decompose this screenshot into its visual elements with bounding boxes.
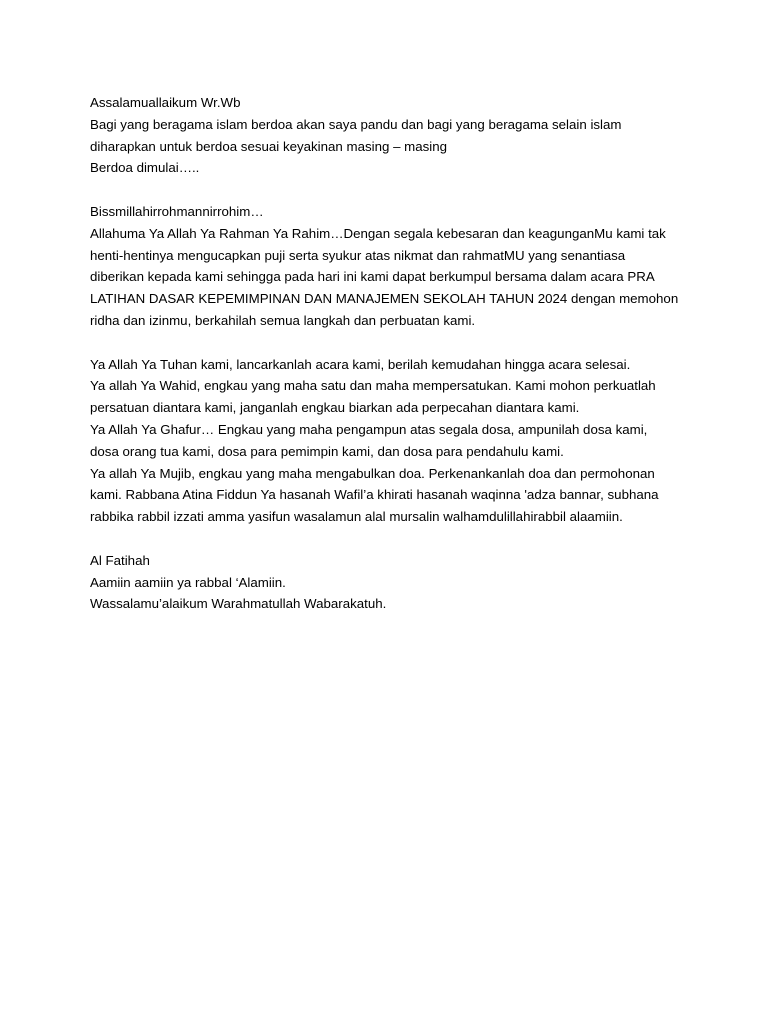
text-line: Ya allah Ya Wahid, engkau yang maha satu dan maha mempersatukan. Kami mohon perkuatlah (90, 378, 656, 394)
text-line: Assalamuallaikum Wr.Wb (90, 95, 241, 110)
text-line: Al Fatihah (90, 552, 150, 568)
text-line: ridha dan izinmu, berkahilah semua langkah dan perbuatan kami. (90, 312, 476, 328)
text-line: Ya allah Ya Mujib, engkau yang maha mengabulkan doa. Perkenankanlah doa dan permohonan (90, 465, 655, 481)
text-line: diharapkan untuk berdoa sesuai keyakinan masing – masing (90, 138, 448, 154)
paragraph-spacer (90, 332, 690, 354)
text-line: Ya Allah Ya Tuhan kami, lancarkanlah acara kami, berilah kemudahan hingga acara selesai. (90, 356, 631, 372)
text-line: diberikan kepada kami sehingga pada hari ini kami dapat berkumpul bersama dalam acara PRA (90, 269, 655, 285)
prayer-body-paragraph (90, 354, 690, 528)
text-line: Bissmillahirrohmannirrohim… (90, 203, 264, 219)
prayer-intro-paragraph (90, 201, 690, 332)
text-line: rabbika rabbil izzati amma yasifun wasalamun alal mursalin walhamdulillahirabbil alaamiin. (90, 509, 623, 525)
closing-paragraph (90, 550, 690, 615)
text-line: Ya Allah Ya Ghafur… Engkau yang maha pengampun atas segala dosa, ampunilah dosa kami, (90, 421, 648, 437)
paragraph-spacer (90, 179, 690, 201)
text-line: Aamiin aamiin ya rabbal ‘Alamiin. (90, 574, 286, 590)
text-line: Berdoa dimulai….. (90, 160, 200, 176)
document-body (90, 92, 690, 615)
text-line: LATIHAN DASAR KEPEMIMPINAN DAN MANAJEMEN SEKOLAH TAHUN 2024 dengan memohon (90, 291, 679, 307)
text-line: kami. Rabbana Atina Fiddun Ya hasanah Wafil’a khirati hasanah waqinna 'adza bannar, subhana (90, 487, 659, 503)
text-line: dosa orang tua kami, dosa para pemimpin kami, dan dosa para pendahulu kami. (90, 443, 564, 459)
text-line: Wassalamu’alaikum Warahmatullah Wabarakatuh. (90, 596, 387, 612)
opening-paragraph (90, 92, 690, 179)
text-line: henti-hentinya mengucapkan puji serta syukur atas nikmat dan rahmatMU yang senantiasa (90, 247, 626, 263)
text-line: persatuan diantara kami, janganlah engkau biarkan ada perpecahan diantara kami. (90, 400, 580, 416)
text-line: Allahuma Ya Allah Ya Rahman Ya Rahim…Dengan segala kebesaran dan keagunganMu kami tak (90, 225, 666, 241)
text-line: Bagi yang beragama islam berdoa akan saya pandu dan bagi yang beragama selain islam (90, 116, 622, 132)
paragraph-spacer (90, 528, 690, 550)
